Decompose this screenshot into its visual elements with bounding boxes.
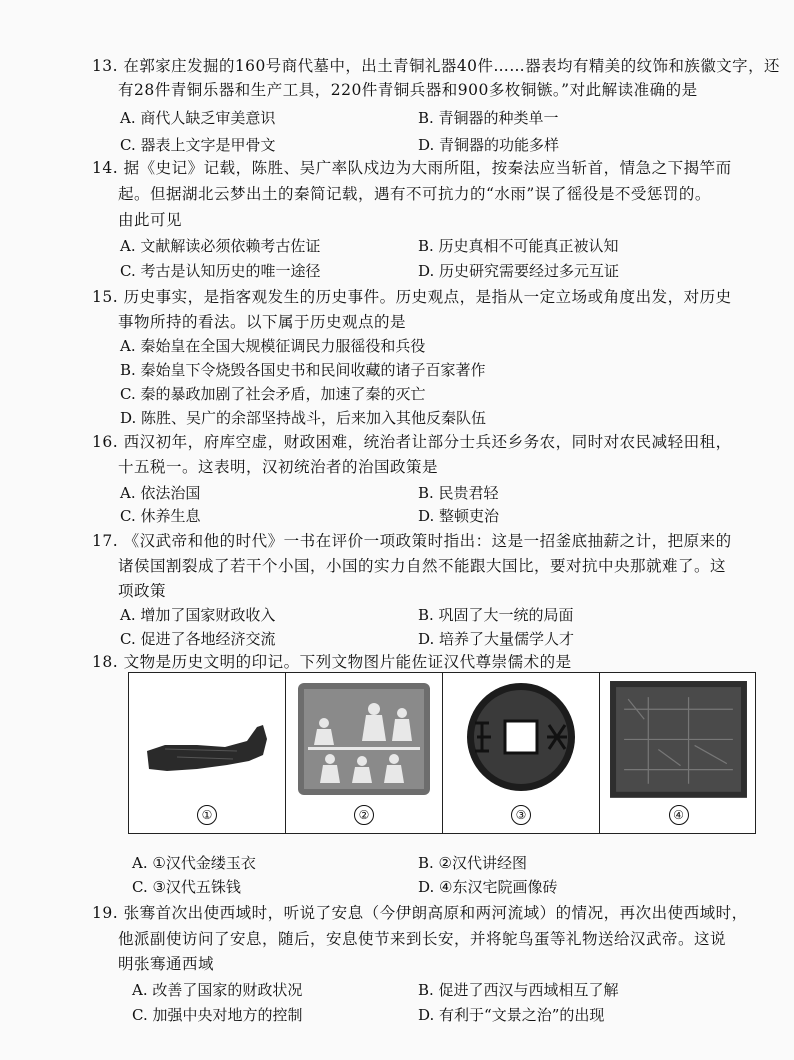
q15-option-a[interactable]: A. 秦始皇在全国大规模征调民力服徭役和兵役 bbox=[120, 337, 426, 355]
q18-stem-line-1: 18. 文物是历史文明的印记。下列文物图片能佐证汉代尊崇儒术的是 bbox=[92, 653, 572, 671]
q18-option-b[interactable]: B. ②汉代讲经图 bbox=[418, 854, 528, 872]
q14-option-a[interactable]: A. 文献解读必须依赖考古佐证 bbox=[120, 237, 321, 255]
q14-stem-line-2: 起。但据湖北云梦出土的秦简记载，遇有不可抗力的“水雨”误了徭役是不受惩罚的。 bbox=[118, 185, 711, 203]
q15-option-b[interactable]: B. 秦始皇下令烧毁各国史书和民间收藏的诸子百家著作 bbox=[120, 361, 486, 379]
q16-option-a[interactable]: A. 依法治国 bbox=[120, 484, 201, 502]
q18-image-4 bbox=[600, 673, 757, 833]
q14-option-c[interactable]: C. 考古是认知历史的唯一途径 bbox=[120, 262, 321, 280]
q13-option-b[interactable]: B. 青铜器的种类单一 bbox=[418, 109, 559, 127]
q13-stem-line-1: 13. 在郭家庄发掘的160号商代墓中，出土青铜礼器40件……器表均有精美的纹饰和族徽文字，还 bbox=[92, 57, 780, 75]
wuzhu-coin-image bbox=[451, 679, 591, 799]
q17-option-b[interactable]: B. 巩固了大一统的局面 bbox=[418, 606, 574, 624]
q19-stem-line-2: 他派副使访问了安息，随后，安息使节来到长安，并将鸵鸟蛋等礼物送给汉武帝。这说 bbox=[118, 930, 727, 948]
q16-option-d[interactable]: D. 整顿吏治 bbox=[418, 507, 500, 525]
q15-option-c[interactable]: C. 秦的暴政加剧了社会矛盾，加速了秦的灭亡 bbox=[120, 385, 426, 403]
q18-option-a[interactable]: A. ①汉代金缕玉衣 bbox=[132, 854, 256, 872]
q16-option-b[interactable]: B. 民贵君轻 bbox=[418, 484, 499, 502]
q18-artifact-image-strip bbox=[128, 672, 756, 834]
q18-option-d[interactable]: D. ④东汉宅院画像砖 bbox=[418, 878, 558, 896]
q15-option-d[interactable]: D. 陈胜、吴广的余部坚持战斗，后来加入其他反秦队伍 bbox=[120, 409, 487, 427]
q17-stem-line-1: 17. 《汉武帝和他的时代》一书在评价一项政策时指出：这是一招釜底抽薪之计，把原来的 bbox=[92, 532, 732, 550]
q18-option-c[interactable]: C. ③汉代五铢钱 bbox=[132, 878, 241, 896]
q18-image-2-label: ② bbox=[354, 805, 374, 825]
q17-option-d[interactable]: D. 培养了大量儒学人才 bbox=[418, 630, 575, 648]
q18-image-3-label: ③ bbox=[511, 805, 531, 825]
q18-image-2 bbox=[286, 673, 443, 833]
q13-option-d[interactable]: D. 青铜器的功能多样 bbox=[418, 136, 560, 154]
q18-image-1 bbox=[129, 673, 286, 833]
q17-option-a[interactable]: A. 增加了国家财政收入 bbox=[120, 606, 276, 624]
q17-stem-line-3: 项政策 bbox=[118, 582, 167, 600]
q16-stem-line-1: 16. 西汉初年，府库空虚，财政困难，统治者让部分士兵还乡务农，同时对农民减轻田租， bbox=[92, 433, 732, 451]
q19-option-c[interactable]: C. 加强中央对地方的控制 bbox=[132, 1006, 303, 1024]
q14-option-b[interactable]: B. 历史真相不可能真正被认知 bbox=[418, 237, 619, 255]
q16-option-c[interactable]: C. 休养生息 bbox=[120, 507, 201, 525]
q16-stem-line-2: 十五税一。这表明，汉初统治者的治国政策是 bbox=[118, 458, 439, 476]
q19-stem-line-3: 明张骞通西域 bbox=[118, 955, 215, 973]
q15-stem-line-1: 15. 历史事实，是指客观发生的历史事件。历史观点，是指从一定立场或角度出发，对历史 bbox=[92, 288, 732, 306]
pictorial-brick-image bbox=[608, 679, 749, 800]
q17-option-c[interactable]: C. 促进了各地经济交流 bbox=[120, 630, 276, 648]
jade-burial-suit-image bbox=[137, 679, 277, 799]
q13-option-c[interactable]: C. 器表上文字是甲骨文 bbox=[120, 136, 276, 154]
q19-option-a[interactable]: A. 改善了国家的财政状况 bbox=[132, 981, 303, 999]
q14-stem-line-1: 14. 据《史记》记载，陈胜、吴广率队戍边为大雨所阻，按秦法应当斩首，情急之下揭竿而 bbox=[92, 159, 732, 177]
q15-stem-line-2: 事物所持的看法。以下属于历史观点的是 bbox=[118, 313, 407, 331]
q13-option-a[interactable]: A. 商代人缺乏审美意识 bbox=[120, 109, 276, 127]
q18-image-4-label: ④ bbox=[669, 805, 689, 825]
q19-stem-line-1: 19. 张骞首次出使西域时，听说了安息（今伊朗高原和两河流域）的情况，再次出使西域时， bbox=[92, 904, 748, 922]
q14-option-d[interactable]: D. 历史研究需要经过多元互证 bbox=[418, 262, 620, 280]
q19-option-d[interactable]: D. 有利于“文景之治”的出现 bbox=[418, 1006, 605, 1024]
q18-image-1-label: ① bbox=[197, 805, 217, 825]
q17-stem-line-2: 诸侯国割裂成了若干个小国，小国的实力自然不能跟大国比，要对抗中央那就难了。这 bbox=[118, 557, 727, 575]
q18-image-3 bbox=[443, 673, 600, 833]
q13-stem-line-2: 有28件青铜乐器和生产工具，220件青铜兵器和900多枚铜镞。”对此解读准确的是 bbox=[118, 81, 698, 99]
q19-option-b[interactable]: B. 促进了西汉与西域相互了解 bbox=[418, 981, 619, 999]
lecture-relief-image bbox=[294, 679, 434, 799]
q14-stem-line-3: 由此可见 bbox=[118, 211, 183, 229]
